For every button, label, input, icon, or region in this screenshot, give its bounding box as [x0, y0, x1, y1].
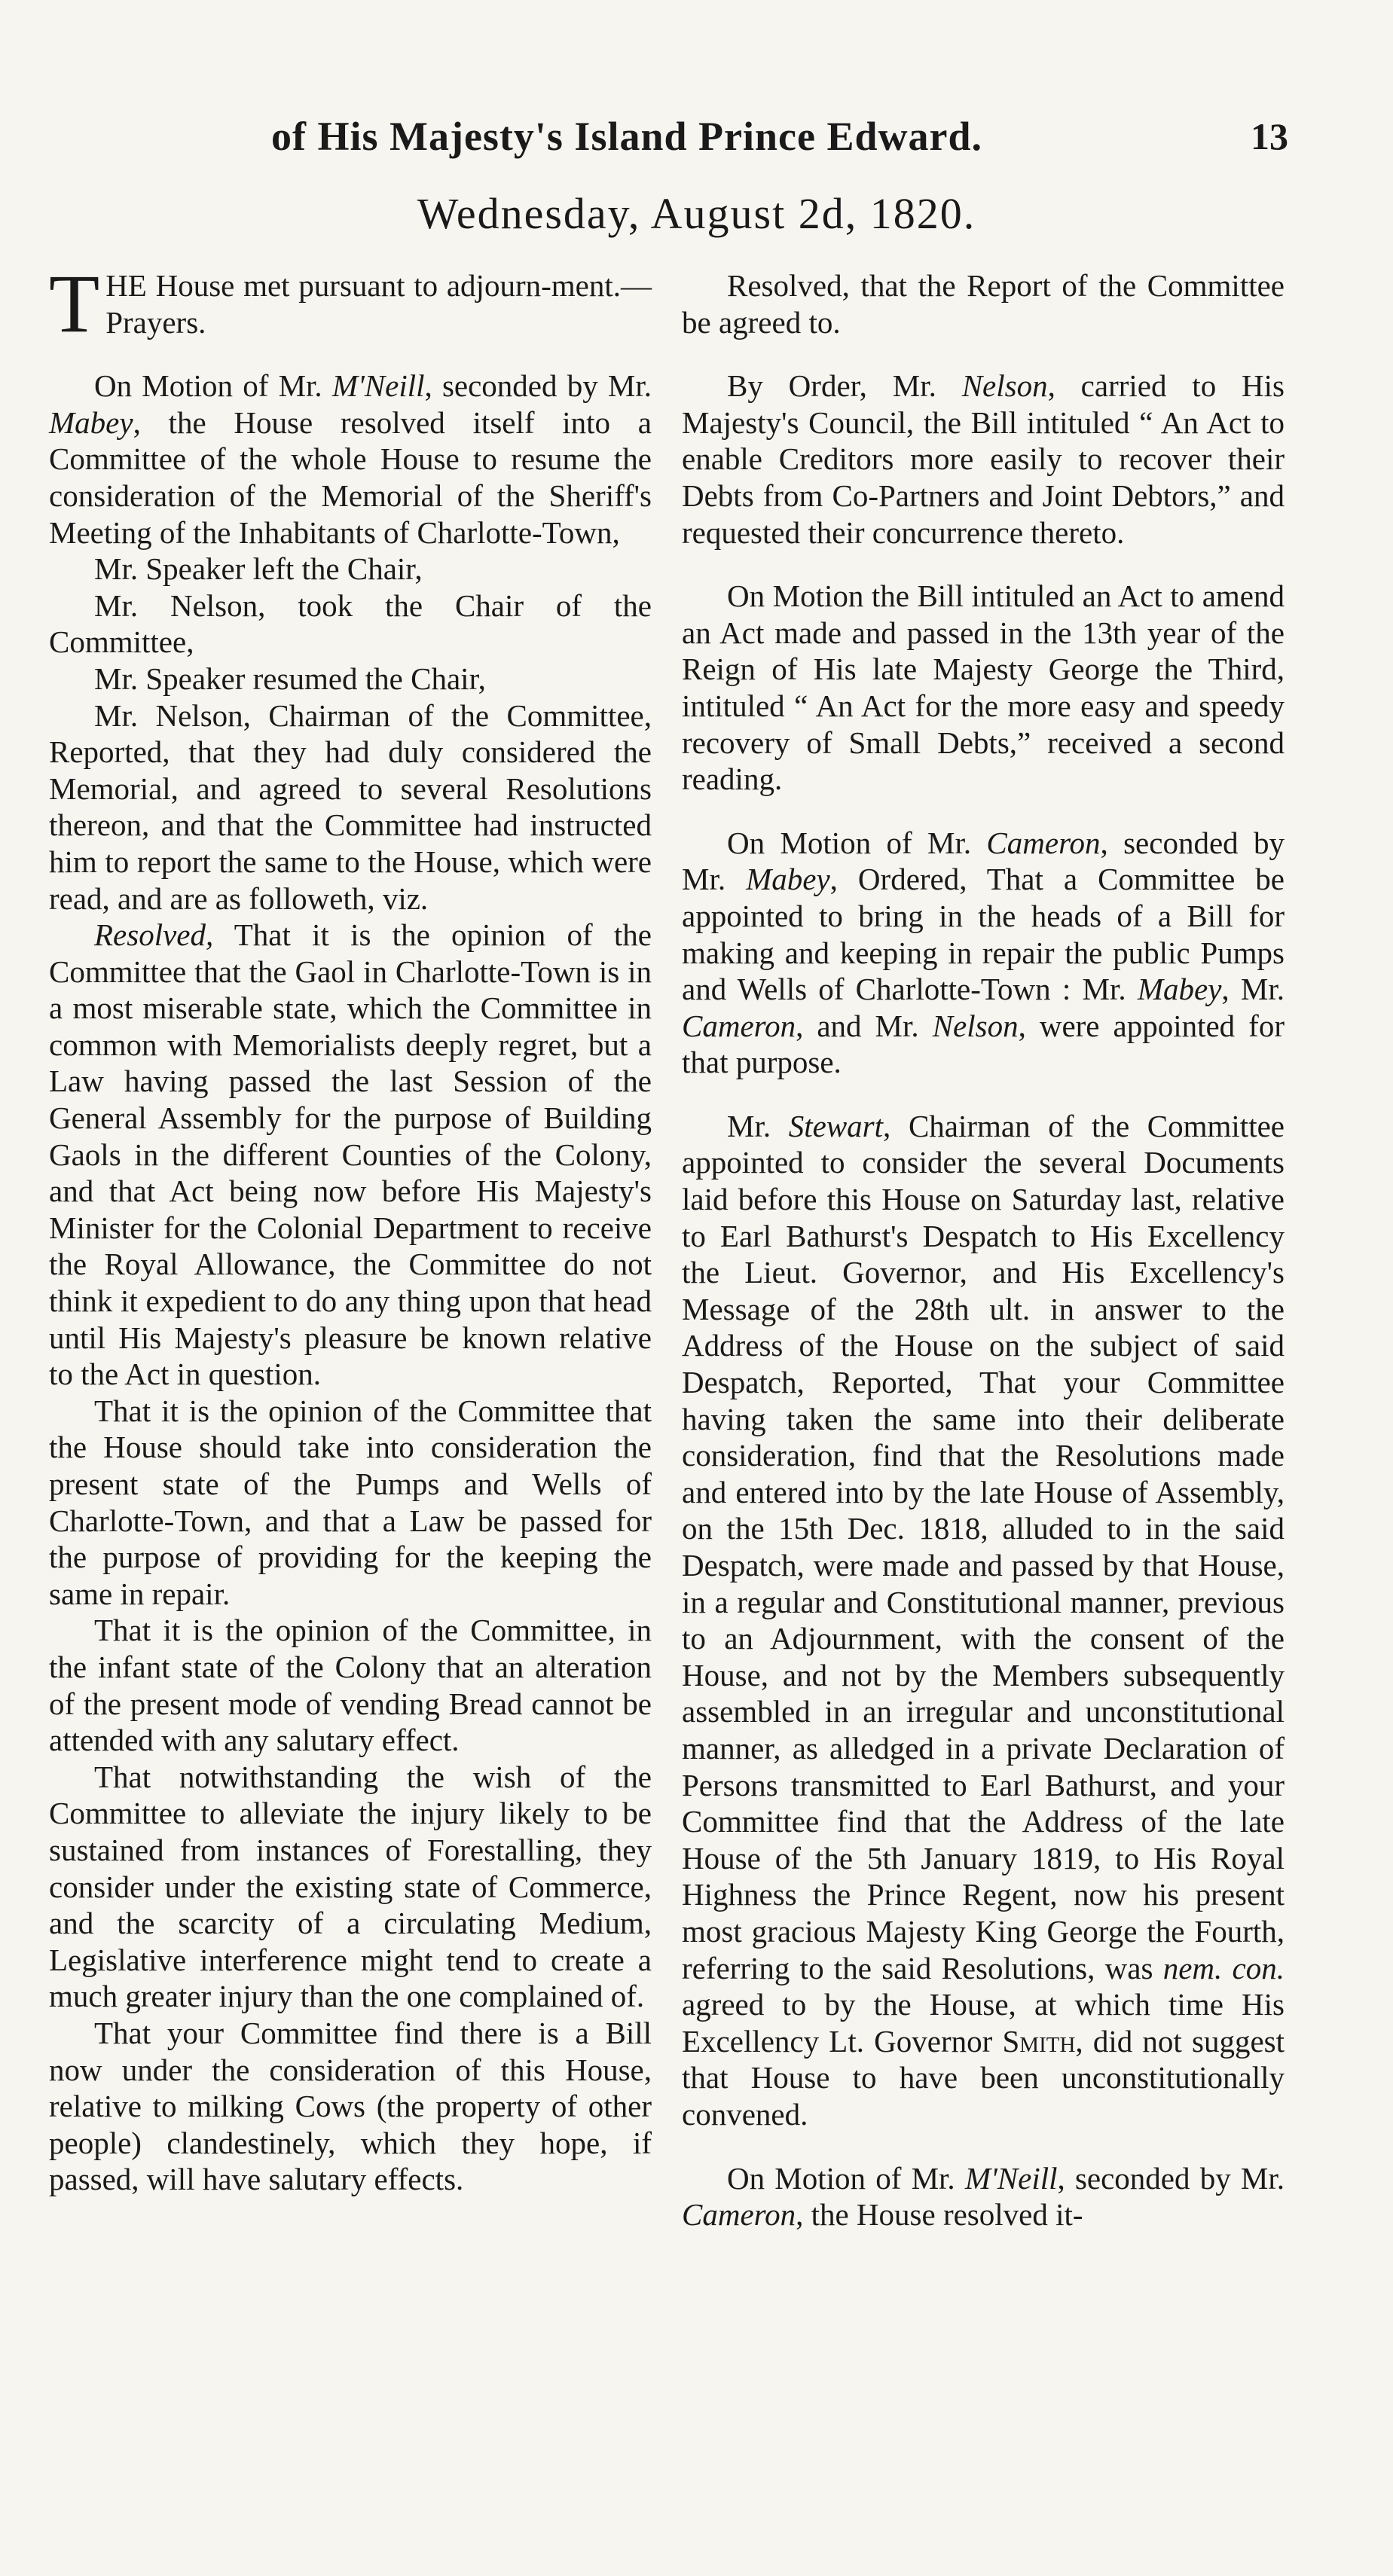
text-run: , the House resolved it-	[796, 2197, 1083, 2233]
running-head: of His Majesty's Island Prince Edward.	[271, 114, 983, 159]
opening-text: HE House met pursuant to adjourn-ment.—Prayers.	[105, 268, 652, 340]
member-name: Cameron	[682, 1008, 796, 1043]
paragraph-bill-council	[682, 368, 1285, 551]
latin-phrase: nem. con.	[1162, 1950, 1285, 1985]
member-name: Nelson	[932, 1008, 1019, 1043]
paragraph-small-debts: On Motion the Bill intituled an Act to amend an Act made and passed in the 13th year of the Reign of His late Majesty George the Third, intituled “ An Act for the more easy and speedy recovery of Small Debts,” received a second reading.	[682, 578, 1285, 797]
text-run: On Motion of Mr.	[94, 368, 332, 404]
left-column	[49, 258, 652, 2198]
date-heading: Wednesday, August 2d, 1820.	[417, 189, 976, 238]
right-column	[682, 267, 1285, 2233]
member-name: M'Neill	[331, 368, 425, 404]
paragraph-speaker-resumed: Mr. Speaker resumed the Chair,	[94, 661, 486, 696]
text-run: , seconded by Mr.	[424, 368, 652, 404]
member-name: Nelson	[961, 368, 1048, 404]
drop-cap: T	[49, 258, 100, 349]
motion-paragraph	[49, 368, 652, 551]
text-run: , and Mr.	[796, 1008, 933, 1043]
member-name: Cameron	[986, 825, 1101, 860]
paragraph-speaker-left: Mr. Speaker left the Chair,	[94, 551, 423, 587]
text-run: , Mr.	[1221, 972, 1285, 1007]
paragraph-pumps-wells: That it is the opinion of the Committee that the House should take into consideration the present state of the Pumps and Wells of Charlotte-Town, and that a Law be passed for the purpose of providing for the keeping the same in repair.	[49, 1393, 652, 1611]
resolved-label: Resolved,	[94, 917, 214, 953]
text-run: That it is the opinion of the Committee that the Gaol in Charlotte-Town is in a most miserable state, which the Committee in common with Memorialists deeply regret, but a Law having passed the last Session of the General Assembly for the purpose of Building Gaols in the different Counties of the Colony, and that Act being now before His Majesty's Minister for the Colonial Department to receive the Royal Allowance, the Committee do not think it expedient to do any thing upon that head until His Majesty's pleasure be known relative to the Act in question.	[49, 917, 652, 1392]
text-run: On Motion of Mr.	[727, 2160, 965, 2196]
text-run: , were appointed for that purpose.	[682, 1008, 1285, 1080]
text-run: , seconded by Mr.	[682, 825, 1285, 897]
page-header	[0, 113, 1393, 181]
paragraph-bread: That it is the opinion of the Committee, in the infant state of the Colony that an alteration of the present mode of vending Bread cannot be attended with any salutary effect.	[49, 1613, 652, 1758]
text-run: , the House resolved itself into a Committee of the whole House to resume the consideration of the Memorial of the Sheriff's Meeting of the Inhabitants of Charlotte-Town,	[49, 404, 652, 550]
text-run: On Motion of Mr.	[727, 825, 987, 860]
text-run: agreed to by the House, at which time His Excellency Lt. Governor	[682, 1987, 1285, 2059]
text-run: , seconded by Mr.	[1057, 2160, 1285, 2196]
member-name: Mabey	[746, 862, 830, 897]
text-run: Mr.	[727, 1108, 789, 1143]
text-run: , Chairman of the Committee appointed to consider the several Documents laid before this House on Saturday last, relative to Earl Bathurst's Despatch to His Excellency the Lieut. Governor, and His Excellency's Message of the 28th ult. in answer to the Address of the House on the subject of said Despatch, Reported, That your Committee having taken the same into their deliberate consideration, find that the Resolutions made and entered into by the late House of Assembly, on the 15th Dec. 1818, alluded to in the said Despatch, were made and passed by that House, in a regular and Constitutional manner, previous to an Adjournment, with the consent of the House, and not by the Members subsequently assembled in an irregular and unconstitutional manner, as alledged in a private Declaration of Persons transmitted to Earl Bathurst, and your Committee find that the Address of the late House of the 5th January 1819, to His Royal Highness the Prince Regent, now his present most gracious Majesty King George the Fourth, referring to the said Resolutions, was	[682, 1108, 1285, 1985]
paragraph-resolved-gaol	[49, 917, 652, 1393]
paragraph-committee-report: Mr. Nelson, Chairman of the Committee, Reported, that they had duly considered the Memorial, and agreed to several Resolutions thereon, and that the Committee had instructed him to report the same to the House, which were read, and are as followeth, viz.	[49, 697, 652, 916]
paragraph-report-agreed: Resolved, that the Report of the Committee be agreed to.	[682, 268, 1285, 340]
paragraph-milking-cows: That your Committee find there is a Bill now under the consideration of this House, relative to milking Cows (the property of other people) clandestinely, which they hope, if passed, will have salutary effects.	[49, 2015, 652, 2197]
opening-paragraph	[49, 258, 652, 349]
member-name: Mabey	[49, 404, 133, 440]
paragraph-pumps-committee	[682, 825, 1285, 1081]
member-name: M'Neill	[964, 2160, 1058, 2196]
text-run: , carried to His Majesty's Council, the Bill intituled “ An Act to enable Creditors more easily to recover their Debts from Co-Partners and Joint Debtors,” and requested their concurrence thereto.	[682, 368, 1285, 550]
governor-name: Smith	[1002, 2023, 1076, 2059]
paragraph-final-motion	[682, 2160, 1285, 2233]
text-run: , did not suggest that House to have been unconstitutionally convened.	[682, 2023, 1285, 2132]
page-number: 13	[1251, 115, 1288, 157]
text-run: By Order, Mr.	[727, 368, 962, 404]
member-name: Stewart	[788, 1108, 884, 1143]
text-run: , Ordered, That a Committee be appointed to bring in the heads of a Bill for making and keeping in repair the public Pumps and Wells of Charlotte-Town : Mr.	[682, 862, 1285, 1007]
paragraph-stewart-report	[682, 1108, 1285, 2133]
member-name: Cameron	[682, 2197, 796, 2233]
paragraph-nelson-chair: Mr. Nelson, took the Chair of the Committee,	[49, 588, 652, 660]
paragraph-forestalling: That notwithstanding the wish of the Committee to alleviate the injury likely to be sustained from instances of Forestalling, they consider under the existing state of Commerce, and the scarcity of a circulating Medium, Legislative interference might tend to create a much greater injury than the one complained of.	[49, 1759, 652, 2014]
member-name: Mabey	[1137, 972, 1222, 1007]
